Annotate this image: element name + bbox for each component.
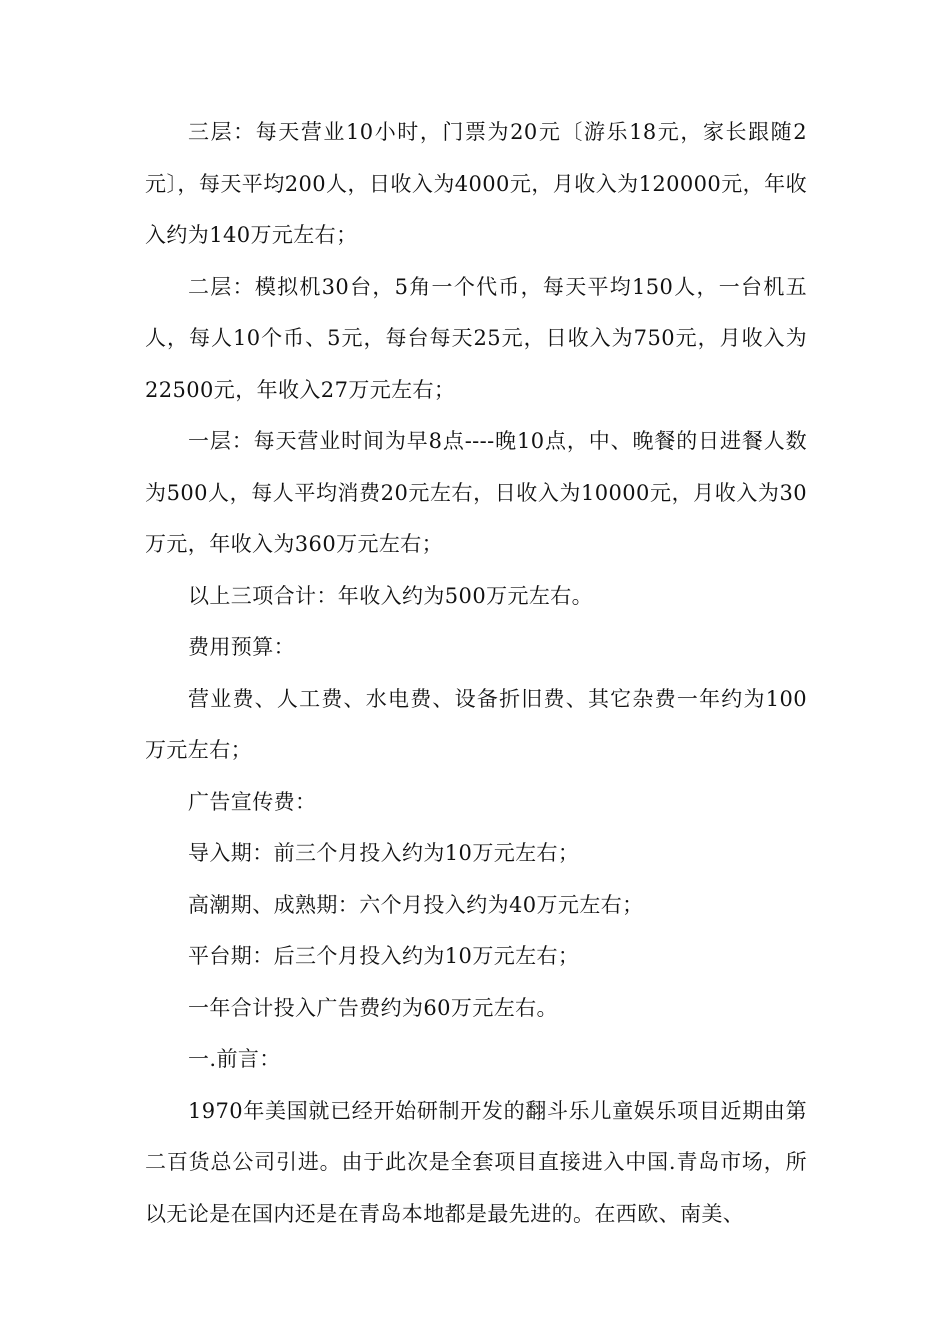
paragraph-peak-period: 高潮期、成熟期：六个月投入约为40万元左右； bbox=[188, 892, 644, 917]
paragraph-third-floor-income: 三层：每天营业10小时，门票为20元〔游乐18元，家长跟随2元〕，每天平均200人，日收入为4000元，月收入为120000元，年收入约为140万元左右； bbox=[145, 120, 807, 247]
heading-cost-budget: 费用预算： bbox=[188, 635, 295, 659]
paragraph-second-floor-income: 二层：模拟机30台，5角一个代币，每天平均150人，一台机五人，每人10个币、5元，每台每天25元，日收入为750元，月收入为22500元，年收入27万元左右； bbox=[145, 274, 807, 402]
heading-preface: 一.前言： bbox=[188, 1047, 281, 1071]
paragraph-total-income: 以上三项合计：年收入约为500万元左右。 bbox=[188, 583, 594, 608]
heading-advertising-costs: 广告宣传费： bbox=[188, 789, 317, 814]
paragraph-ad-total: 一年合计投入广告费约为60万元左右。 bbox=[188, 995, 558, 1020]
paragraph-intro-period: 导入期：前三个月投入约为10万元左右； bbox=[188, 841, 580, 865]
document-body bbox=[145, 107, 807, 1240]
paragraph-first-floor-income: 一层：每天营业时间为早8点----晚10点，中、晚餐的日进餐人数为500人，每人平均消费20元左右，日收入为10000元，月收入为30万元，年收入为360万元左右； bbox=[145, 429, 807, 556]
paragraph-plateau-period: 平台期：后三个月投入约为10万元左右； bbox=[188, 944, 580, 968]
paragraph-operating-costs: 营业费、人工费、水电费、设备折旧费、其它杂费一年约为100万元左右； bbox=[145, 686, 807, 762]
paragraph-preface-body: 1970年美国就已经开始研制开发的翻斗乐儿童娱乐项目近期由第二百货总公司引进。由于此次是全套项目直接进入中国.青岛市场，所以无论是在国内还是在青岛本地都是最先进的。在西欧、南美、 bbox=[145, 1098, 807, 1226]
